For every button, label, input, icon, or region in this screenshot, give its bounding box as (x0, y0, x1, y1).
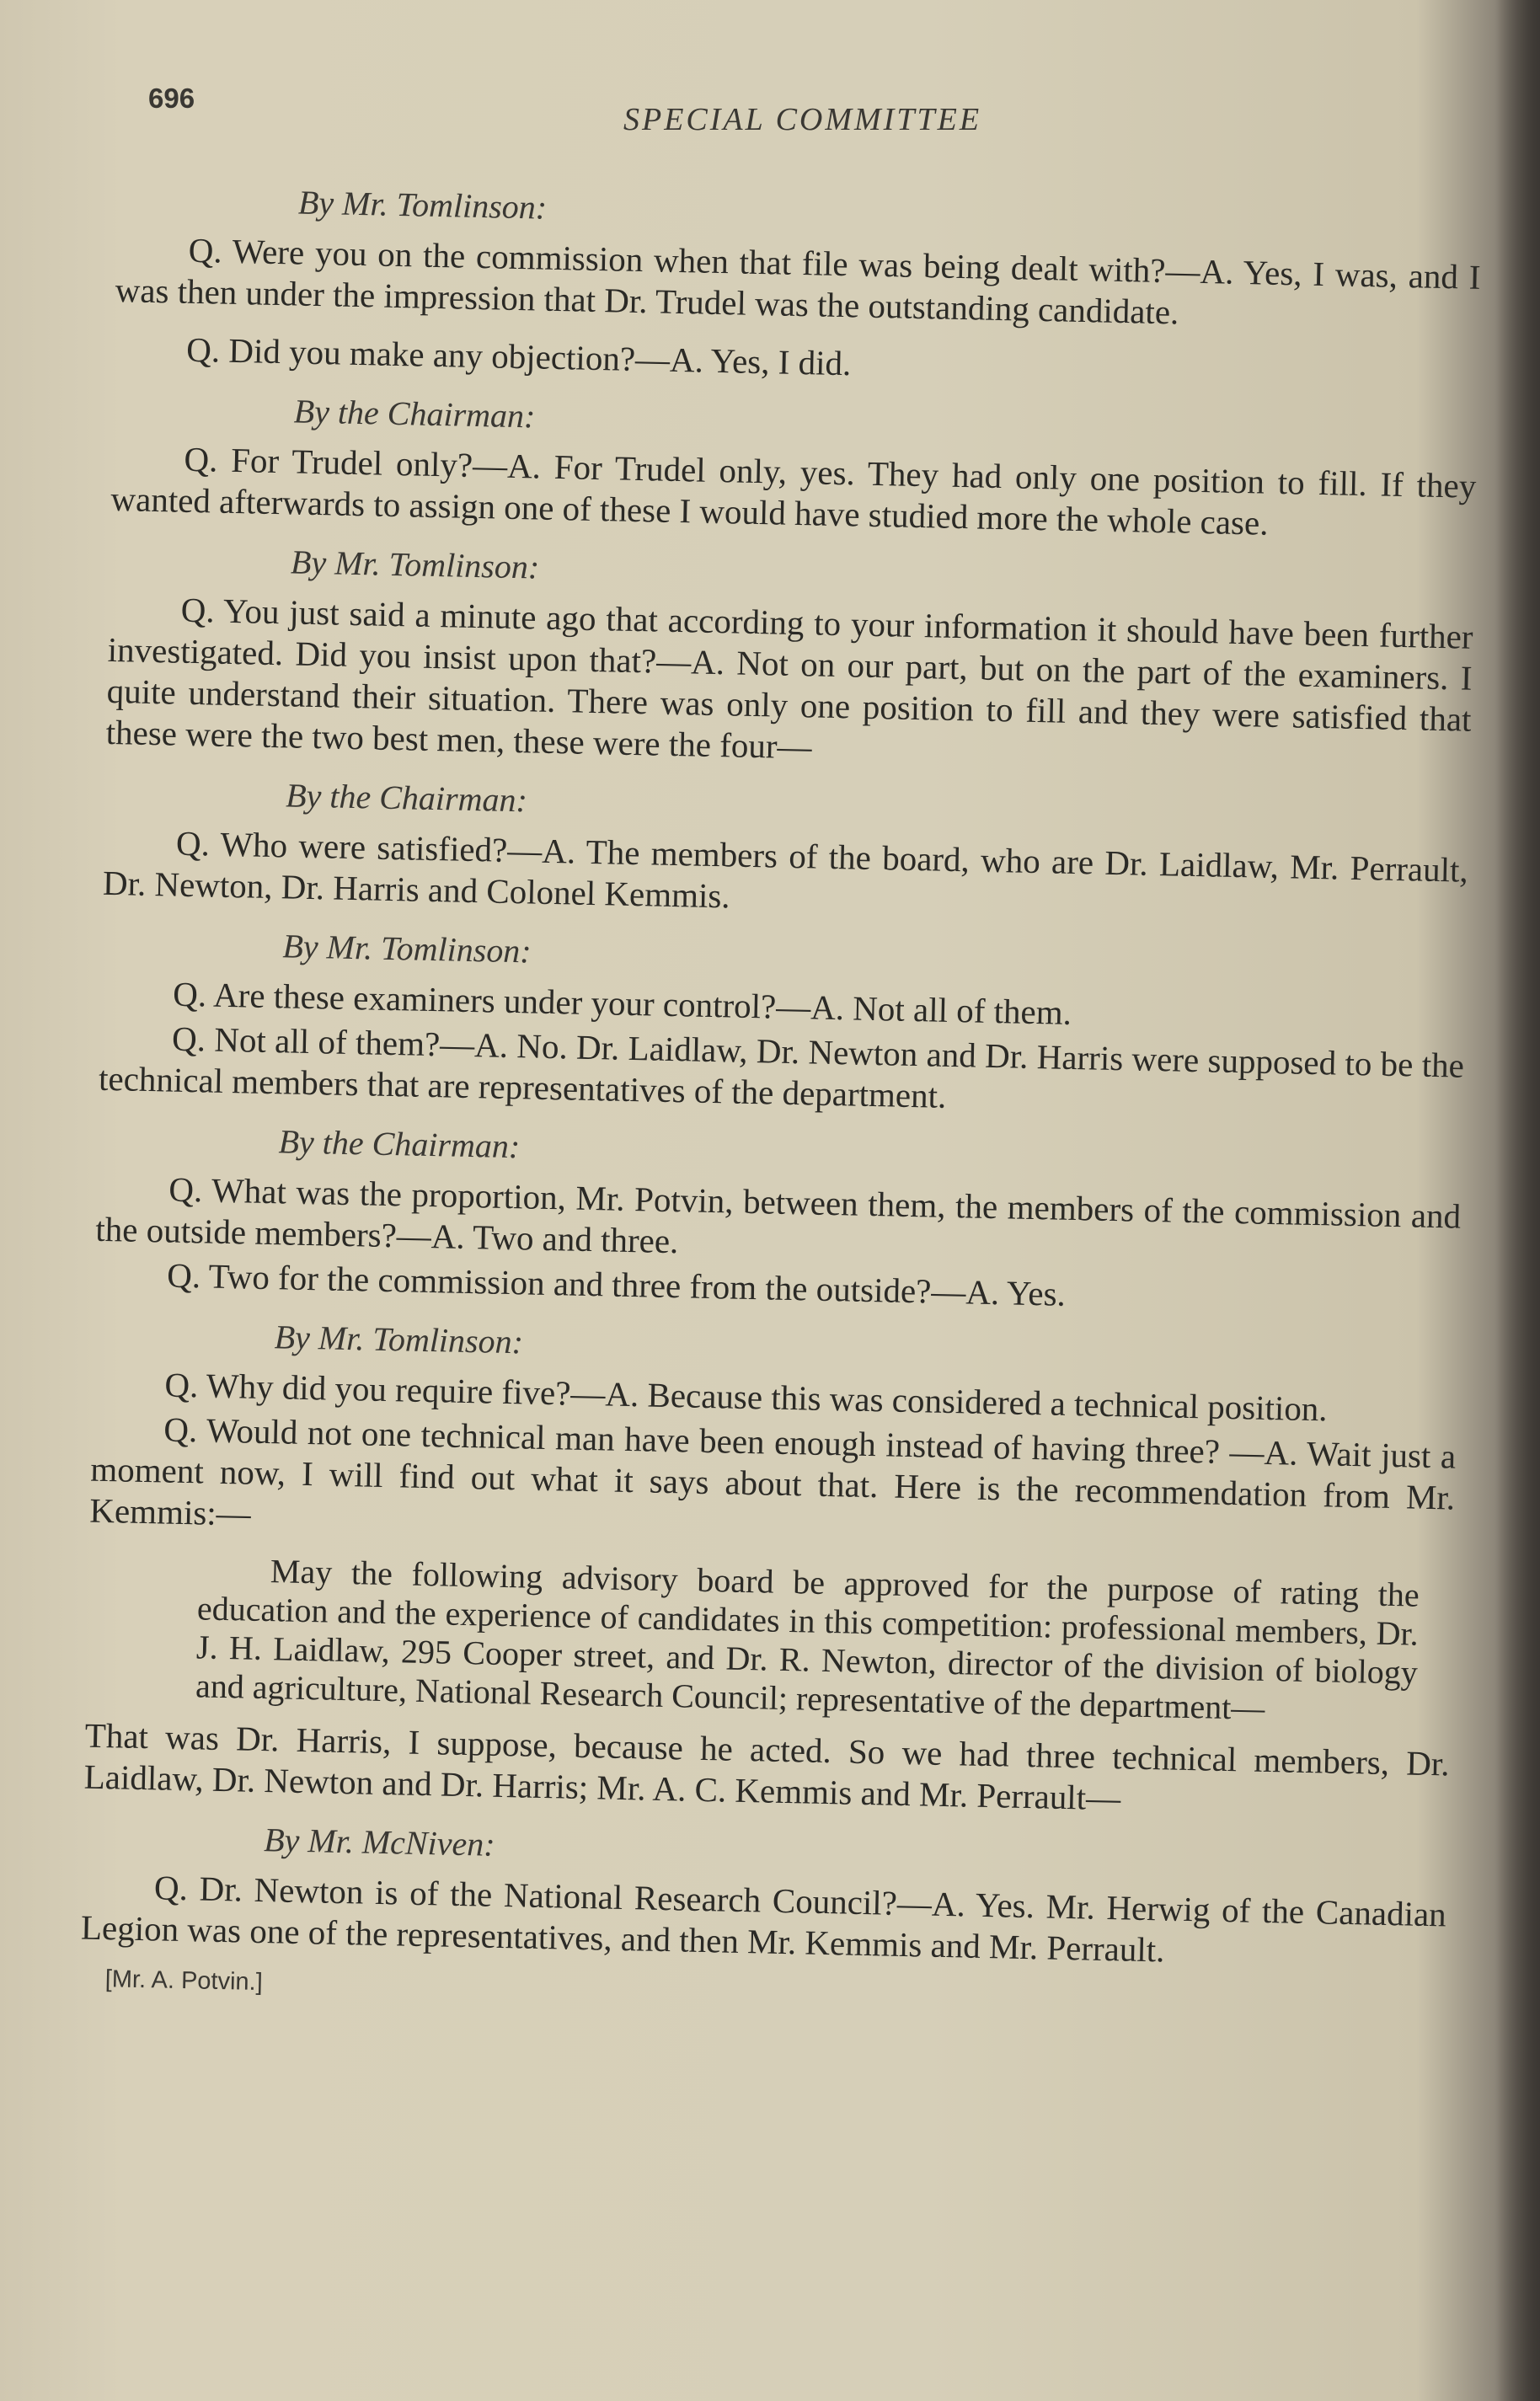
exchange-paragraph: Q. Who were satisfied?—A. The members of the board, who are Dr. Laidlaw, Mr. Perrault, Dr. Newton, Dr. Harris and Colonel Kemmis. (102, 823, 1469, 916)
exchange-paragraph: Q. Would not one technical man have been enough instead of having three? —A. Wait just a moment now, I will find out what it says about that. Here is the recommendation from Mr. Kemmis:— (88, 1409, 1457, 1533)
exchange-paragraph: That was Dr. Harris, I suppose, because he acted. So we had three technical members, Dr. Laidlaw, Dr. Newton and Dr. Harris; Mr. A. C. Kemmis and Mr. Perrault— (83, 1715, 1450, 1818)
exchange-paragraph: Q. Are these examiners under your control?—A. Not all of them. (172, 974, 1072, 1032)
speaker-heading: By Mr. Tomlinson: (274, 1318, 524, 1361)
speaker-heading: By the Chairman: (285, 776, 528, 820)
speaker-heading: By Mr. McNiven: (263, 1821, 496, 1864)
transcript-body (79, 160, 1482, 2021)
witness-tag: [Mr. A. Potvin.] (104, 1965, 264, 1997)
exchange-paragraph: Q. What was the proportion, Mr. Potvin, between them, the members of the commission and the outside members?—A. Two and three. (94, 1169, 1462, 1261)
quoted-recommendation: May the following advisory board be approved for the purpose of rating the education and the experience of candidates in this competition: professional members, Dr. J. H. Laidlaw, 295 Cooper street, and Dr. R. Newton, director of the division of biology and agriculture, National Research Council; representative of the department— (195, 1552, 1420, 1727)
speaker-heading: By the Chairman: (278, 1122, 521, 1166)
exchange-paragraph: Q. You just said a minute ago that according to your information it should have been further investigated. Did you insist upon that?—A. Not on our part, but on the part of the examiners. I quite understand their situation. There was only one position to fill and they were satisfied that these were the two best men, these were the four— (105, 590, 1473, 767)
exchange-paragraph: Q. Why did you require five?—A. Because this was considered a technical position. (164, 1365, 1329, 1429)
exchange-paragraph: Q. Not all of them?—A. No. Dr. Laidlaw, Dr. Newton and Dr. Harris were supposed to be the technical members that are representatives of the department. (98, 1019, 1465, 1115)
book-spine-shadow (1496, 0, 1540, 2401)
speaker-heading: By Mr. Tomlinson: (297, 183, 548, 227)
exchange-paragraph: Q. For Trudel only?—A. For Trudel only, yes. They had only one position to fill. If they wanted afterwards to assign one of these I would have studied more the whole case. (110, 439, 1477, 543)
speaker-heading: By Mr. Tomlinson: (282, 927, 532, 971)
running-title: SPECIAL COMMITTEE (623, 102, 982, 137)
exchange-paragraph: Q. Were you on the commission when that file was being dealt with?—A. Yes, I was, and I was then under the impression that Dr. Trudel was the outstanding candidate. (115, 230, 1481, 332)
speaker-heading: By Mr. Tomlinson: (290, 543, 540, 586)
exchange-paragraph: Q. Two for the commission and three from the outside?—A. Yes. (166, 1255, 1067, 1313)
page-number: 696 (148, 83, 195, 114)
exchange-paragraph: Q. Dr. Newton is of the National Research Council?—A. Yes. Mr. Herwig of the Canadian Legion was one of the representatives, and then Mr. Kemmis and Mr. Perrault. (80, 1868, 1447, 1970)
exchange-paragraph: Q. Did you make any objection?—A. Yes, I did. (185, 329, 852, 383)
speaker-heading: By the Chairman: (293, 392, 536, 436)
